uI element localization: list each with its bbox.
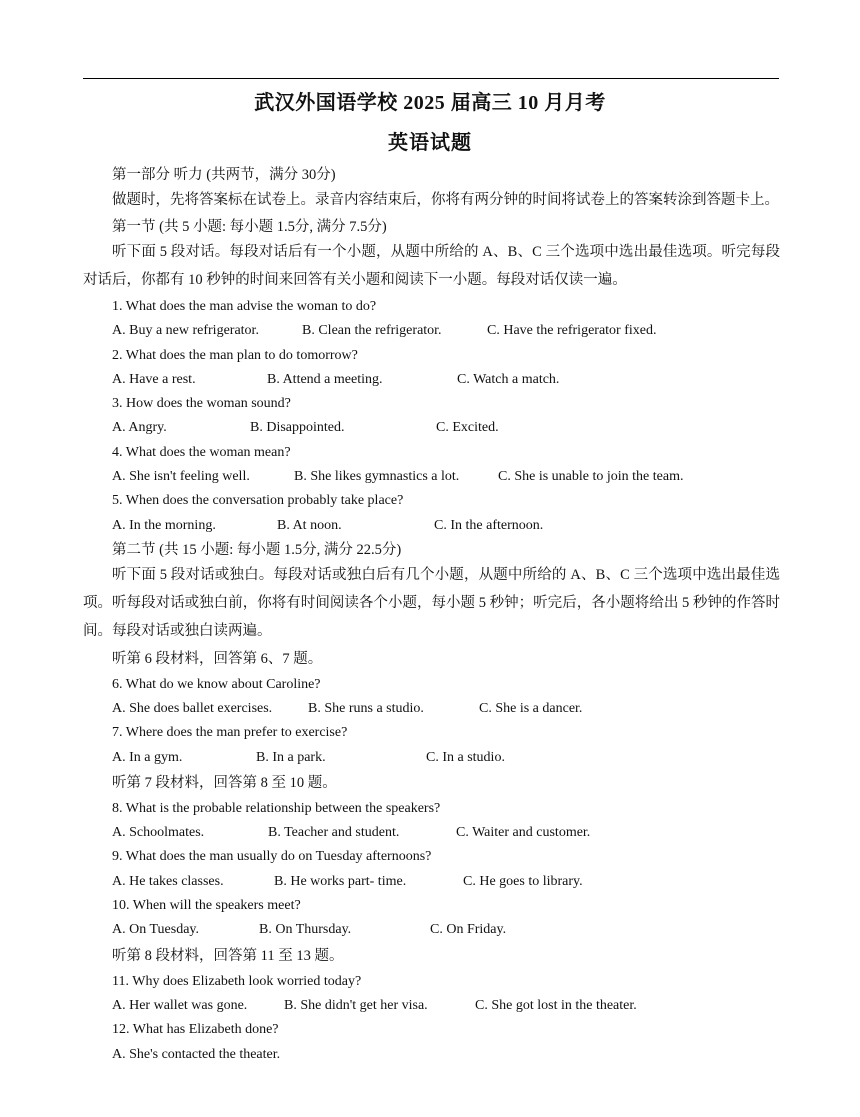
section2-heading: 第二节 (共 15 小题: 每小题 1.5分, 满分 22.5分) (112, 541, 402, 558)
options-4 (83, 465, 780, 489)
options-10 (83, 918, 780, 942)
option-c: C. She is unable to join the team. (498, 469, 684, 485)
option-c: C. She got lost in the theater. (475, 997, 637, 1013)
option-b: B. She didn't get her visa. (284, 997, 428, 1013)
options-11 (83, 994, 780, 1018)
option-b: B. He works part- time. (274, 873, 407, 889)
question-4: 4. What does the woman mean? (112, 444, 291, 460)
option-c: C. Excited. (436, 420, 499, 436)
option-c: C. He goes to library. (463, 873, 583, 889)
question-5: 5. When does the conversation probably take place? (112, 493, 404, 509)
option-b: B. In a park. (256, 749, 326, 765)
option-a: A. Schoolmates. (112, 825, 205, 841)
question-10: 10. When will the speakers meet? (112, 898, 301, 914)
option-b: B. At noon. (277, 517, 342, 533)
option-b: B. Disappointed. (250, 420, 345, 436)
option-a: A. In a gym. (112, 749, 183, 765)
exam-subtitle: 英语试题 (388, 132, 472, 154)
question-7: 7. Where does the man prefer to exercise? (112, 725, 348, 741)
option-b: B. On Thursday. (259, 922, 352, 938)
options-12 (83, 1043, 780, 1067)
option-a: A. On Tuesday. (112, 922, 199, 938)
section1-heading: 第一节 (共 5 小题: 每小题 1.5分, 满分 7.5分) (112, 219, 387, 236)
option-a: A. In the morning. (112, 517, 216, 533)
part1-instructions: 做题时，先将答案标在试卷上。录音内容结束后，你将有两分钟的时间将试卷上的答案转涂到答题卡上。 (112, 192, 779, 209)
question-12: 12. What has Elizabeth done? (112, 1022, 279, 1038)
question-2: 2. What does the man plan to do tomorrow? (112, 347, 358, 363)
option-c: C. In the afternoon. (434, 517, 544, 533)
option-a: A. He takes classes. (112, 873, 224, 889)
question-9: 9. What does the man usually do on Tuesday afternoons? (112, 849, 432, 865)
option-b: B. She runs a studio. (308, 700, 424, 716)
option-b: B. Attend a meeting. (267, 371, 383, 387)
header-rule (83, 78, 779, 79)
option-a: A. She does ballet exercises. (112, 700, 273, 716)
material-8-heading: 听第 8 段材料，回答第 11 至 13 题。 (112, 947, 344, 964)
question-3: 3. How does the woman sound? (112, 396, 291, 412)
option-c: C. In a studio. (426, 749, 505, 765)
section2-instructions: 听下面 5 段对话或独白。每段对话或独白后有几个小题，从题中所给的 A、B、C 三个选项中选出最佳选项。听每段对话或独白前，你将有时间阅读各个小题，每小题 5 秒钟；听完后，各小题将给出 5 秒钟的作答时间。每段对话或独白读两遍。 (83, 567, 780, 639)
options-8 (83, 821, 780, 845)
exam-title: 武汉外国语学校 2025 届高三 10 月月考 (254, 92, 606, 114)
question-11: 11. Why does Elizabeth look worried today? (112, 973, 362, 989)
option-a: A. Angry. (112, 420, 167, 436)
option-c: C. Waiter and customer. (456, 825, 591, 841)
option-b: B. She likes gymnastics a lot. (294, 469, 460, 485)
material-6-heading: 听第 6 段材料，回答第 6、7 题。 (112, 650, 323, 667)
material-7-heading: 听第 7 段材料，回答第 8 至 10 题。 (112, 774, 337, 791)
options-7 (83, 746, 780, 770)
option-a: A. Buy a new refrigerator. (112, 323, 259, 339)
exam-body (83, 163, 780, 1067)
options-5 (83, 514, 780, 538)
option-a: A. She isn't feeling well. (112, 469, 250, 485)
option-a: A. She's contacted the theater. (112, 1046, 281, 1062)
question-1: 1. What does the man advise the woman to do? (112, 298, 377, 314)
options-3 (83, 416, 780, 440)
option-a: A. Have a rest. (112, 371, 196, 387)
question-6: 6. What do we know about Caroline? (112, 676, 321, 692)
options-6 (83, 697, 780, 721)
option-c: C. Have the refrigerator fixed. (487, 323, 657, 339)
options-2 (83, 368, 780, 392)
section1-instructions: 听下面 5 段对话。每段对话后有一个小题，从题中所给的 A、B、C 三个选项中选出最佳选项。听完每段对话后，你都有 10 秒钟的时间来回答有关小题和阅读下一小题。每段对话仅读一遍。 (83, 244, 780, 289)
question-8: 8. What is the probable relationship between the speakers? (112, 800, 441, 816)
options-9 (83, 870, 780, 894)
option-a: A. Her wallet was gone. (112, 997, 248, 1013)
option-b: B. Teacher and student. (268, 825, 400, 841)
option-b: B. Clean the refrigerator. (302, 323, 442, 339)
option-c: C. On Friday. (430, 922, 507, 938)
options-1 (83, 319, 780, 343)
option-c: C. Watch a match. (457, 371, 560, 387)
part1-heading: 第一部分 听力 (共两节，满分 30分) (112, 167, 336, 183)
option-c: C. She is a dancer. (479, 700, 583, 716)
